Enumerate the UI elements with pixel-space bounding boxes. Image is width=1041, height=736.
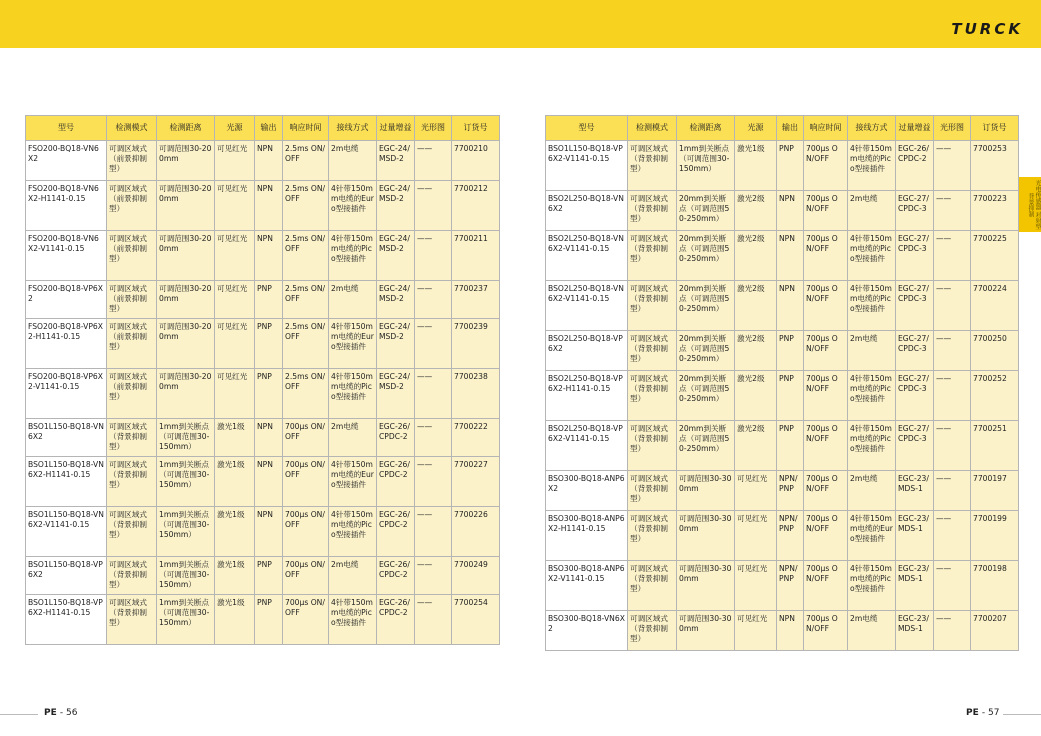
table-cell: 700μs ON/OFF: [804, 421, 848, 471]
table-cell: 7700198: [971, 561, 1019, 611]
table-cell: 7700226: [452, 507, 500, 557]
table-cell: 4针带150mm电缆的Pico型接插件: [848, 281, 896, 331]
table-cell: BSO2L250-BQ18-VN6X2-V1141-0.15: [546, 231, 628, 281]
table-cell: BSO300-BQ18-ANP6X2: [546, 471, 628, 511]
table-cell: BSO1L150-BQ18-VP6X2: [26, 557, 107, 595]
table-cell: 4针带150mm电缆的Pico型接插件: [329, 231, 377, 281]
table-cell: FSO200-BQ18-VN6X2-V1141-0.15: [26, 231, 107, 281]
footer-rule-right: [1003, 714, 1041, 715]
table-row: [26, 281, 500, 319]
table-cell: EGC-23/MDS-1: [896, 511, 934, 561]
table-cell: EGC-24/MSD-2: [377, 181, 415, 231]
table-cell: ——: [415, 595, 452, 645]
table-cell: FSO200-BQ18-VP6X2-H1141-0.15: [26, 319, 107, 369]
table-cell: 7700199: [971, 511, 1019, 561]
table-cell: 可见红光: [215, 281, 255, 319]
table-cell: 1mm到关断点（可调范围30-150mm）: [157, 457, 215, 507]
table-cell: 7700239: [452, 319, 500, 369]
column-header: 输出: [255, 116, 283, 141]
table-cell: 700μs ON/OFF: [804, 511, 848, 561]
table-cell: ——: [934, 191, 971, 231]
table-cell: NPN/PNP: [777, 471, 804, 511]
table-header-row: [26, 116, 500, 141]
table-cell: NPN: [777, 191, 804, 231]
table-cell: 激光1级: [735, 141, 777, 191]
table-cell: 可调范围30-200mm: [157, 141, 215, 181]
table-cell: 激光2级: [735, 281, 777, 331]
column-header: 检测距离: [157, 116, 215, 141]
table-cell: EGC-26/CPDC-2: [377, 507, 415, 557]
table-cell: 20mm到关断点（可调范围50-250mm）: [677, 421, 735, 471]
table-row: [546, 511, 1019, 561]
table-cell: ——: [415, 141, 452, 181]
table-cell: BSO300-BQ18-ANP6X2-H1141-0.15: [546, 511, 628, 561]
column-header: 光形图: [934, 116, 971, 141]
table-cell: 2.5ms ON/OFF: [283, 369, 329, 419]
table-cell: 7700225: [971, 231, 1019, 281]
table-cell: EGC-24/MSD-2: [377, 141, 415, 181]
table-cell: 7700211: [452, 231, 500, 281]
table-cell: 2m电缆: [848, 191, 896, 231]
table-row: [546, 421, 1019, 471]
table-cell: 可调区域式（背景抑制型）: [628, 191, 677, 231]
table-cell: 700μs ON/OFF: [804, 281, 848, 331]
table-cell: 可调范围30-200mm: [157, 231, 215, 281]
table-cell: 可调区域式（背景抑制型）: [628, 371, 677, 421]
table-cell: 可见红光: [735, 511, 777, 561]
table-cell: EGC-27/CPDC-3: [896, 371, 934, 421]
footer-rule-left: [0, 714, 38, 715]
page-number-right: PE - 57: [966, 708, 1000, 718]
table-cell: 20mm到关断点（可调范围50-250mm）: [677, 371, 735, 421]
table-cell: 可调区域式（前景抑制型）: [107, 231, 157, 281]
table-cell: 可见红光: [735, 561, 777, 611]
table-cell: ——: [934, 371, 971, 421]
table-row: [546, 611, 1019, 651]
table-cell: 可调范围30-300mm: [677, 511, 735, 561]
table-cell: NPN: [255, 457, 283, 507]
table-cell: EGC-26/CPDC-2: [377, 595, 415, 645]
table-cell: EGC-24/MSD-2: [377, 369, 415, 419]
table-cell: ——: [934, 511, 971, 561]
table-cell: 激光1级: [215, 595, 255, 645]
table-cell: BSO2L250-BQ18-VN6X2-V1141-0.15: [546, 281, 628, 331]
table-cell: 可调区域式（前景抑制型）: [107, 141, 157, 181]
table-cell: EGC-27/CPDC-3: [896, 281, 934, 331]
table-cell: 20mm到关断点（可调范围50-250mm）: [677, 331, 735, 371]
table-cell: 700μs ON/OFF: [283, 419, 329, 457]
column-header: 订货号: [452, 116, 500, 141]
table-cell: 可调区域式（背景抑制型）: [628, 331, 677, 371]
table-cell: 2m电缆: [329, 281, 377, 319]
table-cell: 7700250: [971, 331, 1019, 371]
table-cell: 激光2级: [735, 231, 777, 281]
table-cell: 可见红光: [215, 141, 255, 181]
table-cell: BSO1L150-BQ18-VP6X2-H1141-0.15: [26, 595, 107, 645]
table-cell: ——: [415, 369, 452, 419]
column-header: 检测距离: [677, 116, 735, 141]
table-cell: 激光2级: [735, 331, 777, 371]
table-cell: 激光1级: [215, 457, 255, 507]
table-row: [26, 141, 500, 181]
table-cell: 1mm到关断点（可调范围30-150mm）: [157, 557, 215, 595]
table-cell: 可见红光: [215, 369, 255, 419]
table-cell: EGC-24/MSD-2: [377, 231, 415, 281]
table-cell: 7700237: [452, 281, 500, 319]
table-cell: NPN: [777, 231, 804, 281]
table-cell: EGC-27/CPDC-3: [896, 421, 934, 471]
table-cell: 7700197: [971, 471, 1019, 511]
table-cell: ——: [415, 181, 452, 231]
table-cell: 2.5ms ON/OFF: [283, 231, 329, 281]
column-header: 光源: [735, 116, 777, 141]
table-cell: 2.5ms ON/OFF: [283, 181, 329, 231]
table-cell: 可见红光: [735, 471, 777, 511]
table-cell: 可调区域式（背景抑制型）: [107, 419, 157, 457]
table-cell: EGC-23/MDS-1: [896, 561, 934, 611]
table-row: [546, 281, 1019, 331]
table-cell: 4针带150mm电缆的Pico型接插件: [329, 369, 377, 419]
table-cell: 20mm到关断点（可调范围50-250mm）: [677, 281, 735, 331]
table-cell: 700μs ON/OFF: [804, 231, 848, 281]
table-cell: BSO2L250-BQ18-VP6X2-H1141-0.15: [546, 371, 628, 421]
table-cell: 可调区域式（背景抑制型）: [107, 557, 157, 595]
table-cell: PNP: [255, 557, 283, 595]
table-cell: ——: [934, 331, 971, 371]
table-cell: 700μs ON/OFF: [804, 561, 848, 611]
table-cell: EGC-27/CPDC-3: [896, 191, 934, 231]
table-cell: 1mm到关断点（可调范围30-150mm）: [157, 595, 215, 645]
table-row: [26, 419, 500, 457]
table-cell: 2.5ms ON/OFF: [283, 141, 329, 181]
table-cell: PNP: [777, 331, 804, 371]
table-cell: BSO1L150-BQ18-VN6X2-H1141-0.15: [26, 457, 107, 507]
table-cell: 可见红光: [215, 181, 255, 231]
turck-logo: TURCK: [951, 20, 1023, 38]
table-cell: 2m电缆: [848, 471, 896, 511]
product-table-right: [545, 115, 1019, 651]
table-cell: 2m电缆: [329, 141, 377, 181]
table-cell: 7700224: [971, 281, 1019, 331]
table-cell: 可见红光: [735, 611, 777, 651]
table-row: [26, 457, 500, 507]
table-cell: 4针带150mm电缆的Pico型接插件: [848, 141, 896, 191]
table-cell: 可调区域式（前景抑制型）: [107, 181, 157, 231]
table-cell: 可调范围30-200mm: [157, 319, 215, 369]
product-table-left: [25, 115, 500, 645]
table-cell: EGC-26/CPDC-2: [896, 141, 934, 191]
table-cell: 700μs ON/OFF: [804, 471, 848, 511]
table-row: [26, 369, 500, 419]
table-cell: 2m电缆: [329, 419, 377, 457]
table-cell: ——: [934, 231, 971, 281]
table-cell: ——: [415, 457, 452, 507]
table-cell: PNP: [255, 369, 283, 419]
table-cell: FSO200-BQ18-VP6X2: [26, 281, 107, 319]
column-header: 过量增益: [377, 116, 415, 141]
table-cell: 激光2级: [735, 421, 777, 471]
table-cell: BSO2L250-BQ18-VP6X2: [546, 331, 628, 371]
table-cell: 7700249: [452, 557, 500, 595]
top-banner: [0, 0, 1041, 48]
table-row: [26, 557, 500, 595]
column-header: 接线方式: [848, 116, 896, 141]
table-cell: BSO2L250-BQ18-VN6X2: [546, 191, 628, 231]
table-cell: NPN/PNP: [777, 561, 804, 611]
table-cell: 4针带150mm电缆的Euro型接插件: [329, 457, 377, 507]
table-cell: 7700238: [452, 369, 500, 419]
column-header: 光形图: [415, 116, 452, 141]
table-cell: 激光1级: [215, 419, 255, 457]
table-cell: 20mm到关断点（可调范围50-250mm）: [677, 231, 735, 281]
table-cell: 可调区域式（背景抑制型）: [107, 457, 157, 507]
column-header: 输出: [777, 116, 804, 141]
table-cell: 可调区域式（前景抑制型）: [107, 281, 157, 319]
table-cell: 4针带150mm电缆的Pico型接插件: [848, 371, 896, 421]
table-cell: 可调区域式（背景抑制型）: [628, 511, 677, 561]
table-cell: 1mm到关断点（可调范围30-150mm）: [157, 507, 215, 557]
table-row: [26, 231, 500, 281]
table-cell: 可调区域式（背景抑制型）: [628, 561, 677, 611]
table-cell: 700μs ON/OFF: [804, 191, 848, 231]
table-cell: 可调范围30-300mm: [677, 471, 735, 511]
column-header: 检测模式: [628, 116, 677, 141]
table-cell: FSO200-BQ18-VP6X2-V1141-0.15: [26, 369, 107, 419]
table-cell: 可调区域式（背景抑制型）: [628, 281, 677, 331]
column-header: 型号: [546, 116, 628, 141]
table-cell: BSO300-BQ18-ANP6X2-V1141-0.15: [546, 561, 628, 611]
table-cell: PNP: [777, 371, 804, 421]
table-row: [546, 141, 1019, 191]
table-cell: FSO200-BQ18-VN6X2: [26, 141, 107, 181]
table-cell: 7700254: [452, 595, 500, 645]
table-cell: 2m电缆: [848, 331, 896, 371]
table-row: [26, 181, 500, 231]
table-cell: 4针带150mm电缆的Pico型接插件: [848, 231, 896, 281]
table-cell: ——: [934, 471, 971, 511]
table-cell: EGC-27/CPDC-3: [896, 331, 934, 371]
table-cell: 可见红光: [215, 319, 255, 369]
table-cell: BSO1L150-BQ18-VN6X2: [26, 419, 107, 457]
table-cell: BSO300-BQ18-VN6X2: [546, 611, 628, 651]
table-cell: 1mm到关断点（可调范围30-150mm）: [677, 141, 735, 191]
column-header: 接线方式: [329, 116, 377, 141]
table-cell: NPN: [255, 181, 283, 231]
table-cell: 7700253: [971, 141, 1019, 191]
table-cell: 4针带150mm电缆的Pico型接插件: [329, 507, 377, 557]
table-cell: 可调区域式（背景抑制型）: [628, 421, 677, 471]
table-cell: PNP: [255, 595, 283, 645]
table-cell: 700μs ON/OFF: [804, 141, 848, 191]
table-cell: BSO1L150-BQ18-VN6X2-V1141-0.15: [26, 507, 107, 557]
table-cell: 激光2级: [735, 371, 777, 421]
table-cell: 4针带150mm电缆的Pico型接插件: [848, 561, 896, 611]
table-cell: EGC-23/MDS-1: [896, 611, 934, 651]
table-cell: 激光1级: [215, 507, 255, 557]
table-cell: 700μs ON/OFF: [283, 595, 329, 645]
column-header: 订货号: [971, 116, 1019, 141]
table-cell: EGC-27/CPDC-3: [896, 231, 934, 281]
table-cell: EGC-26/CPDC-2: [377, 557, 415, 595]
table-cell: 700μs ON/OFF: [804, 371, 848, 421]
table-cell: 2m电缆: [329, 557, 377, 595]
table-cell: NPN: [777, 611, 804, 651]
table-cell: ——: [934, 421, 971, 471]
table-cell: BSO2L250-BQ18-VP6X2-V1141-0.15: [546, 421, 628, 471]
table-cell: 7700222: [452, 419, 500, 457]
table-cell: 4针带150mm电缆的Euro型接插件: [329, 319, 377, 369]
column-header: 响应时间: [804, 116, 848, 141]
table-cell: ——: [415, 319, 452, 369]
table-cell: 7700223: [971, 191, 1019, 231]
table-cell: 2.5ms ON/OFF: [283, 319, 329, 369]
table-row: [26, 595, 500, 645]
section-side-tab: 光电传感器 对射型 背景抑制: [1016, 177, 1041, 232]
table-cell: NPN: [255, 231, 283, 281]
table-cell: ——: [415, 557, 452, 595]
table-cell: EGC-23/MDS-1: [896, 471, 934, 511]
table-cell: 4针带150mm电缆的Euro型接插件: [329, 181, 377, 231]
table-cell: 700μs ON/OFF: [283, 557, 329, 595]
table-row: [546, 191, 1019, 231]
table-cell: NPN: [255, 141, 283, 181]
table-cell: 4针带150mm电缆的Pico型接插件: [848, 421, 896, 471]
table-cell: EGC-24/MSD-2: [377, 281, 415, 319]
table-row: [26, 507, 500, 557]
table-cell: 7700252: [971, 371, 1019, 421]
table-cell: 7700251: [971, 421, 1019, 471]
table-cell: 可调区域式（背景抑制型）: [107, 507, 157, 557]
table-cell: 700μs ON/OFF: [283, 457, 329, 507]
table-cell: 2m电缆: [848, 611, 896, 651]
table-cell: ——: [415, 281, 452, 319]
table-cell: 可调范围30-200mm: [157, 369, 215, 419]
table-cell: 可调区域式（背景抑制型）: [628, 141, 677, 191]
table-row: [546, 371, 1019, 421]
table-cell: ——: [934, 281, 971, 331]
table-cell: 700μs ON/OFF: [283, 507, 329, 557]
table-row: [546, 331, 1019, 371]
table-cell: NPN: [777, 281, 804, 331]
table-cell: PNP: [777, 141, 804, 191]
table-cell: 7700227: [452, 457, 500, 507]
table-cell: PNP: [777, 421, 804, 471]
table-cell: 4针带150mm电缆的Pico型接插件: [329, 595, 377, 645]
table-row: [546, 231, 1019, 281]
table-cell: 可调区域式（背景抑制型）: [628, 231, 677, 281]
table-cell: 可调范围30-200mm: [157, 281, 215, 319]
table-cell: EGC-26/CPDC-2: [377, 457, 415, 507]
table-cell: PNP: [255, 319, 283, 369]
table-cell: 20mm到关断点（可调范围50-250mm）: [677, 191, 735, 231]
table-cell: PNP: [255, 281, 283, 319]
column-header: 型号: [26, 116, 107, 141]
table-cell: ——: [934, 141, 971, 191]
table-cell: ——: [415, 507, 452, 557]
table-cell: NPN/PNP: [777, 511, 804, 561]
table-cell: 激光2级: [735, 191, 777, 231]
table-row: [546, 471, 1019, 511]
table-cell: 可调区域式（背景抑制型）: [628, 611, 677, 651]
table-cell: 可调范围30-200mm: [157, 181, 215, 231]
table-cell: 4针带150mm电缆的Euro型接插件: [848, 511, 896, 561]
table-row: [26, 319, 500, 369]
table-cell: 可调范围30-300mm: [677, 561, 735, 611]
table-cell: EGC-26/CPDC-2: [377, 419, 415, 457]
table-cell: EGC-24/MSD-2: [377, 319, 415, 369]
table-cell: 可调区域式（背景抑制型）: [628, 471, 677, 511]
column-header: 响应时间: [283, 116, 329, 141]
table-cell: NPN: [255, 419, 283, 457]
table-cell: 可见红光: [215, 231, 255, 281]
table-cell: 可调区域式（前景抑制型）: [107, 369, 157, 419]
table-header-row: [546, 116, 1019, 141]
table-cell: 1mm到关断点（可调范围30-150mm）: [157, 419, 215, 457]
table-row: [546, 561, 1019, 611]
table-cell: 可调范围30-300mm: [677, 611, 735, 651]
table-cell: FSO200-BQ18-VN6X2-H1141-0.15: [26, 181, 107, 231]
page-number-left: PE - 56: [44, 708, 78, 718]
column-header: 检测模式: [107, 116, 157, 141]
table-cell: 7700207: [971, 611, 1019, 651]
table-cell: BSO1L150-BQ18-VP6X2-V1141-0.15: [546, 141, 628, 191]
table-cell: 700μs ON/OFF: [804, 331, 848, 371]
column-header: 光源: [215, 116, 255, 141]
table-cell: ——: [415, 231, 452, 281]
table-cell: 激光1级: [215, 557, 255, 595]
table-cell: NPN: [255, 507, 283, 557]
column-header: 过量增益: [896, 116, 934, 141]
table-cell: 700μs ON/OFF: [804, 611, 848, 651]
table-cell: 7700212: [452, 181, 500, 231]
table-cell: ——: [934, 611, 971, 651]
table-cell: 可调区域式（前景抑制型）: [107, 319, 157, 369]
table-cell: 2.5ms ON/OFF: [283, 281, 329, 319]
table-cell: 7700210: [452, 141, 500, 181]
table-cell: ——: [934, 561, 971, 611]
table-cell: ——: [415, 419, 452, 457]
table-cell: 可调区域式（背景抑制型）: [107, 595, 157, 645]
